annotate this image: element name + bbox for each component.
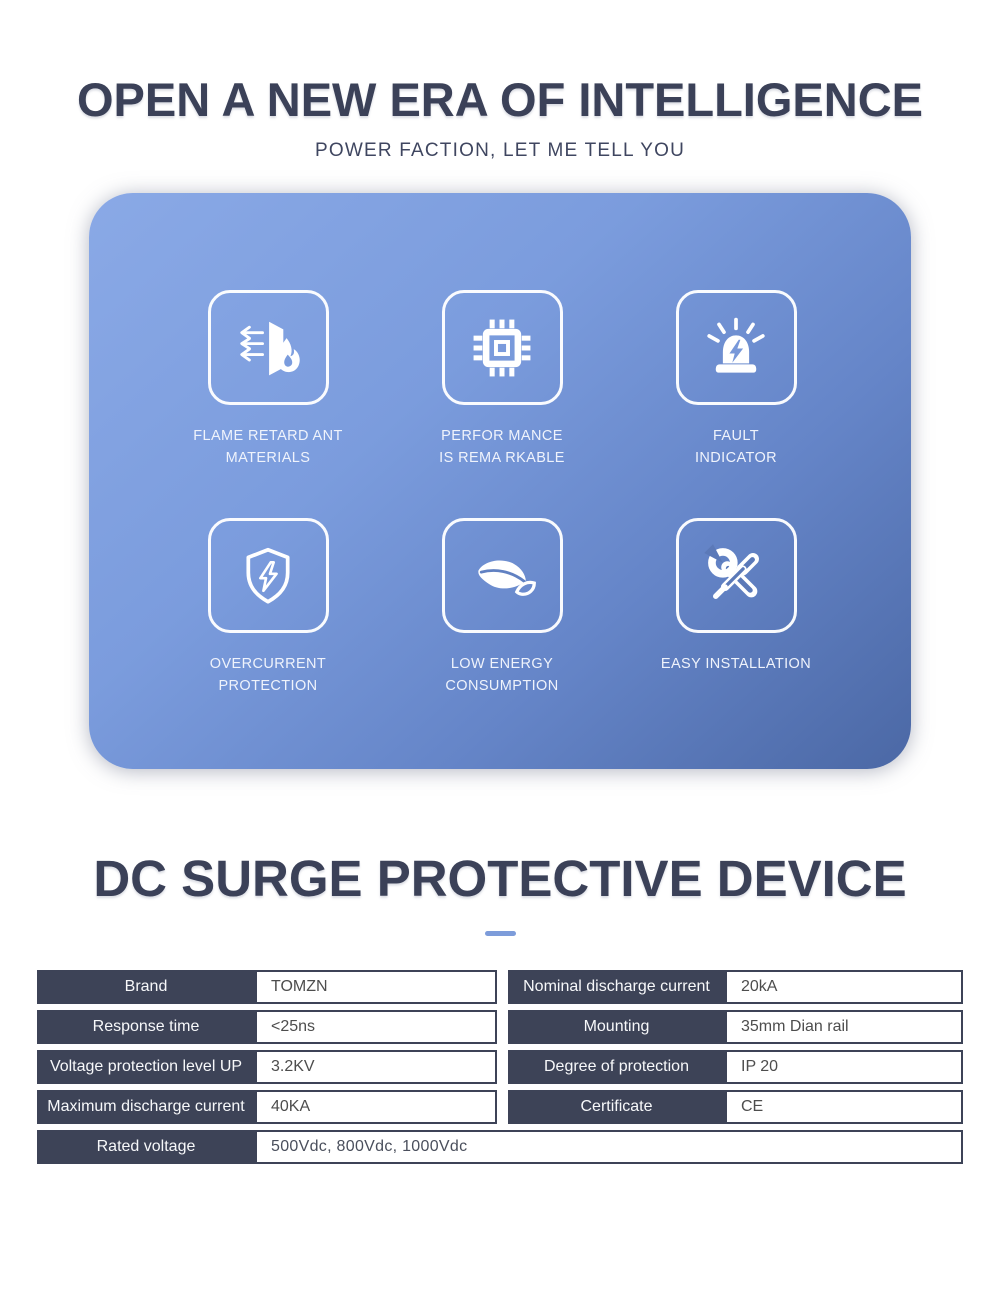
spec-label: Response time — [37, 1010, 255, 1044]
feature-card — [89, 193, 911, 769]
spec-value: IP 20 — [725, 1050, 963, 1084]
spec-label: Nominal discharge current — [508, 970, 725, 1004]
spec-value: 35mm Dian rail — [725, 1010, 963, 1044]
spec-row-voltage-protection-level — [37, 1050, 497, 1084]
spec-column-left — [37, 970, 497, 1130]
spec-table — [37, 970, 963, 1164]
feature-label — [439, 425, 565, 469]
feature-label-line1: FLAME RETARD ANT — [193, 428, 343, 444]
feature-label-line2: INDICATOR — [694, 450, 777, 466]
feature-fault-indicator — [619, 290, 853, 469]
low-energy-icon — [442, 518, 563, 633]
feature-label-line2: PROTECTION — [218, 678, 318, 694]
page-title: OPEN A NEW ERA OF INTELLIGENCE — [76, 73, 924, 126]
feature-label-line1: LOW ENERGY — [450, 656, 554, 672]
page-subtitle: POWER FACTION, LET ME TELL YOU — [315, 140, 685, 161]
feature-label-line2: CONSUMPTION — [445, 678, 559, 694]
spec-label: Mounting — [508, 1010, 725, 1044]
performance-chip-icon — [442, 290, 563, 405]
spec-row-maximum-discharge-current — [37, 1090, 497, 1124]
fault-indicator-icon — [676, 290, 797, 405]
feature-label — [193, 425, 343, 469]
spec-column-right — [508, 970, 963, 1130]
feature-overcurrent-protection — [151, 518, 385, 697]
spec-label: Certificate — [508, 1090, 725, 1124]
feature-label-line1: EASY INSTALLATION — [660, 656, 812, 672]
spec-row-rated-voltage — [37, 1130, 963, 1164]
spec-row-mounting — [508, 1010, 963, 1044]
feature-label-line2: MATERIALS — [225, 450, 311, 466]
feature-easy-installation — [619, 518, 853, 697]
easy-installation-icon — [676, 518, 797, 633]
overcurrent-protection-icon — [208, 518, 329, 633]
spec-value: TOMZN — [255, 970, 497, 1004]
spec-row-brand — [37, 970, 497, 1004]
feature-label-line1: OVERCURRENT — [209, 656, 327, 672]
product-heading: DC SURGE PROTECTIVE DEVICE — [93, 850, 907, 907]
feature-label — [445, 653, 558, 697]
flame-retardant-icon — [208, 290, 329, 405]
spec-row-degree-of-protection — [508, 1050, 963, 1084]
feature-performance — [385, 290, 619, 469]
spec-row-response-time — [37, 1010, 497, 1044]
spec-value: 40KA — [255, 1090, 497, 1124]
spec-value: 3.2KV — [255, 1050, 497, 1084]
spec-label: Maximum discharge current — [37, 1090, 255, 1124]
feature-label — [695, 425, 777, 469]
feature-flame-retardant — [151, 290, 385, 469]
feature-low-energy — [385, 518, 619, 697]
spec-label: Rated voltage — [37, 1130, 255, 1164]
feature-label — [661, 653, 811, 697]
spec-label: Brand — [37, 970, 255, 1004]
spec-value: 20kA — [725, 970, 963, 1004]
feature-label-line1: FAULT — [712, 428, 760, 444]
spec-value: <25ns — [255, 1010, 497, 1044]
spec-value: CE — [725, 1090, 963, 1124]
feature-label-line2: IS REMA RKABLE — [439, 450, 565, 466]
feature-label-line1: PERFOR MANCE — [441, 428, 563, 444]
spec-label: Degree of protection — [508, 1050, 725, 1084]
feature-label — [210, 653, 326, 697]
spec-row-nominal-discharge-current — [508, 970, 963, 1004]
divider-dash — [485, 931, 516, 936]
spec-row-certificate — [508, 1090, 963, 1124]
spec-label: Voltage protection level UP — [37, 1050, 255, 1084]
spec-value: 500Vdc, 800Vdc, 1000Vdc — [255, 1130, 963, 1164]
feature-grid — [151, 290, 853, 697]
